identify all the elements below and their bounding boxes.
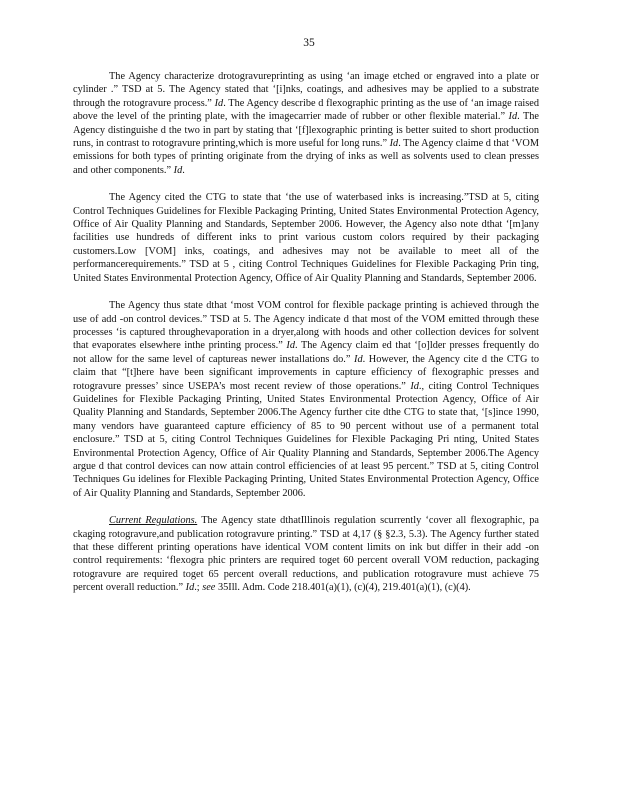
paragraph-text: .; xyxy=(194,582,203,594)
paragraph-text: . The Agency claime d that ‘VOM emissions for both types of printing originate from the drying of inks as well as solvents used to clean presses and other components.” xyxy=(73,138,539,176)
citation-italic: Id xyxy=(286,340,295,352)
paragraph xyxy=(73,299,539,500)
paragraph-text: The Agency characterize drotogravureprinting as using ‘an image etched or engraved into a plate or cylinder .” TSD at 5. The Agency stated that ‘[i]nks, coatings, and adhesives may be applied to a substrate through the rotogravure process.” xyxy=(73,71,539,109)
paragraph xyxy=(73,514,539,594)
citation-italic: Id xyxy=(389,138,399,150)
paragraph-text: The Agency cited the CTG to state that ‘the use of waterbased inks is increasing.”TSD at 5, citing Control Techniques Guidelines for Flexible Packaging Printing, United States Environmental Protection Agency, Office of Air Quality Planning and Standards, September 2006. However, the Agency also note dthat ‘[m]any facilities use hundreds of different inks to print various custom colors required by their packaging customers.Low [VOM] inks, coatings, and adhesives may not be available to meet all of the performancerequirements.” TSD at 5 , citing Control Techniques Guidelines for Flexible Packaging Prin ting, United States Environmental Protection Agency, Office of Air Quality Planning and Standards, September 2006. xyxy=(73,192,539,284)
paragraph-text: ., citing Control Techniques Guidelines for Flexible Packaging Printing, United States Environmental Protection Agency, Office of Air Quality Planning and Standards, September 2006.The Agency further cite dthe CTG to state that, ‘[s]ince 1990, many vendors have guaranteed capture efficiency of 85 to 90 percent without use of a permanent total enclosure.” TSD at 5, citing Control Techniques Guidelines for Flexible Packaging Pri nting, United States Environmental Protection Agency, Office of Air Quality Planning and Standards, September 2006.The Agency argue d that control devices can now attain control efficiencies of at least 95 percent.” TSD at 5, citing Control Techniques Gu idelines for Flexible Packaging Printing, United States Environmental Protection Agency, Office of Air Quality Planning and Standards, September 2006. xyxy=(73,380,539,499)
page-number: 35 xyxy=(303,37,315,49)
section-heading: Current Regulations. xyxy=(109,515,198,527)
citation-italic: Id xyxy=(508,111,518,123)
citation-italic: Id xyxy=(214,97,224,109)
document-body xyxy=(73,70,539,595)
citation-italic: Id xyxy=(354,353,363,365)
paragraph xyxy=(73,70,539,177)
paragraph-text: The Agency thus state dthat ‘most VOM control for flexible package printing is achieved through the use of add -on control devices.” TSD at 5. The Agency indicate d that most of the VOM emitted through these processes ‘is captured throughevaporation in a dryer,along with hoods and other collection devices for solvent that evaporates elsewhere inthe printing process.” xyxy=(73,300,539,352)
citation-italic: Id xyxy=(185,582,195,594)
paragraph xyxy=(73,191,539,285)
citation-italic: Id xyxy=(173,164,183,176)
paragraph-text: . The Agency claim ed that ‘[o]lder presses frequently do not allow for the same level of captureas newer installations do.” xyxy=(73,340,539,365)
citation-italic: Id xyxy=(410,380,419,392)
paragraph-text: 35Ill. Adm. Code 218.401(a)(1), (c)(4), 219.401(a)(1), (c)(4). xyxy=(215,582,471,594)
paragraph-text: The Agency state dthatIllinois regulation scurrently ‘cover all flexographic, pa ckaging rotogravure,and publication rotogravure printing.” TSD at 4,17 (§ §2.3, 5.3). The Agency further stated that these different printing operations have identical VOM content limits on ink but differ in their add -on control requirements: ‘flexogra phic printers are required toget 60 percent overall VOM reduction, packaging rotogravure are required toget 65 percent overall reductions, and publication rotogravure must achieve 75 percent overall reduction.” xyxy=(73,515,539,594)
citation-italic: see xyxy=(202,582,216,594)
paragraph-text: . The Agency distinguishe d the two in part by stating that ‘[f]lexographic printing is better suited to short production runs, in contrast to rotogravure printing,which is more useful for long runs.” xyxy=(73,111,539,150)
paragraph-text: . xyxy=(182,164,185,176)
paragraph-text: . The Agency describe d flexographic printing as the use of ‘an image raised above the level of the printing plate, with the imagecarrier made of rubber or other flexible material.” xyxy=(73,97,540,123)
paragraph-text: . However, the Agency cite d the CTG to claim that “[t]here have been significant improvements in capture efficiency of flexographic presses and rotogravure presses’ since USEPA’s most recent review of those operations.” xyxy=(73,353,540,392)
